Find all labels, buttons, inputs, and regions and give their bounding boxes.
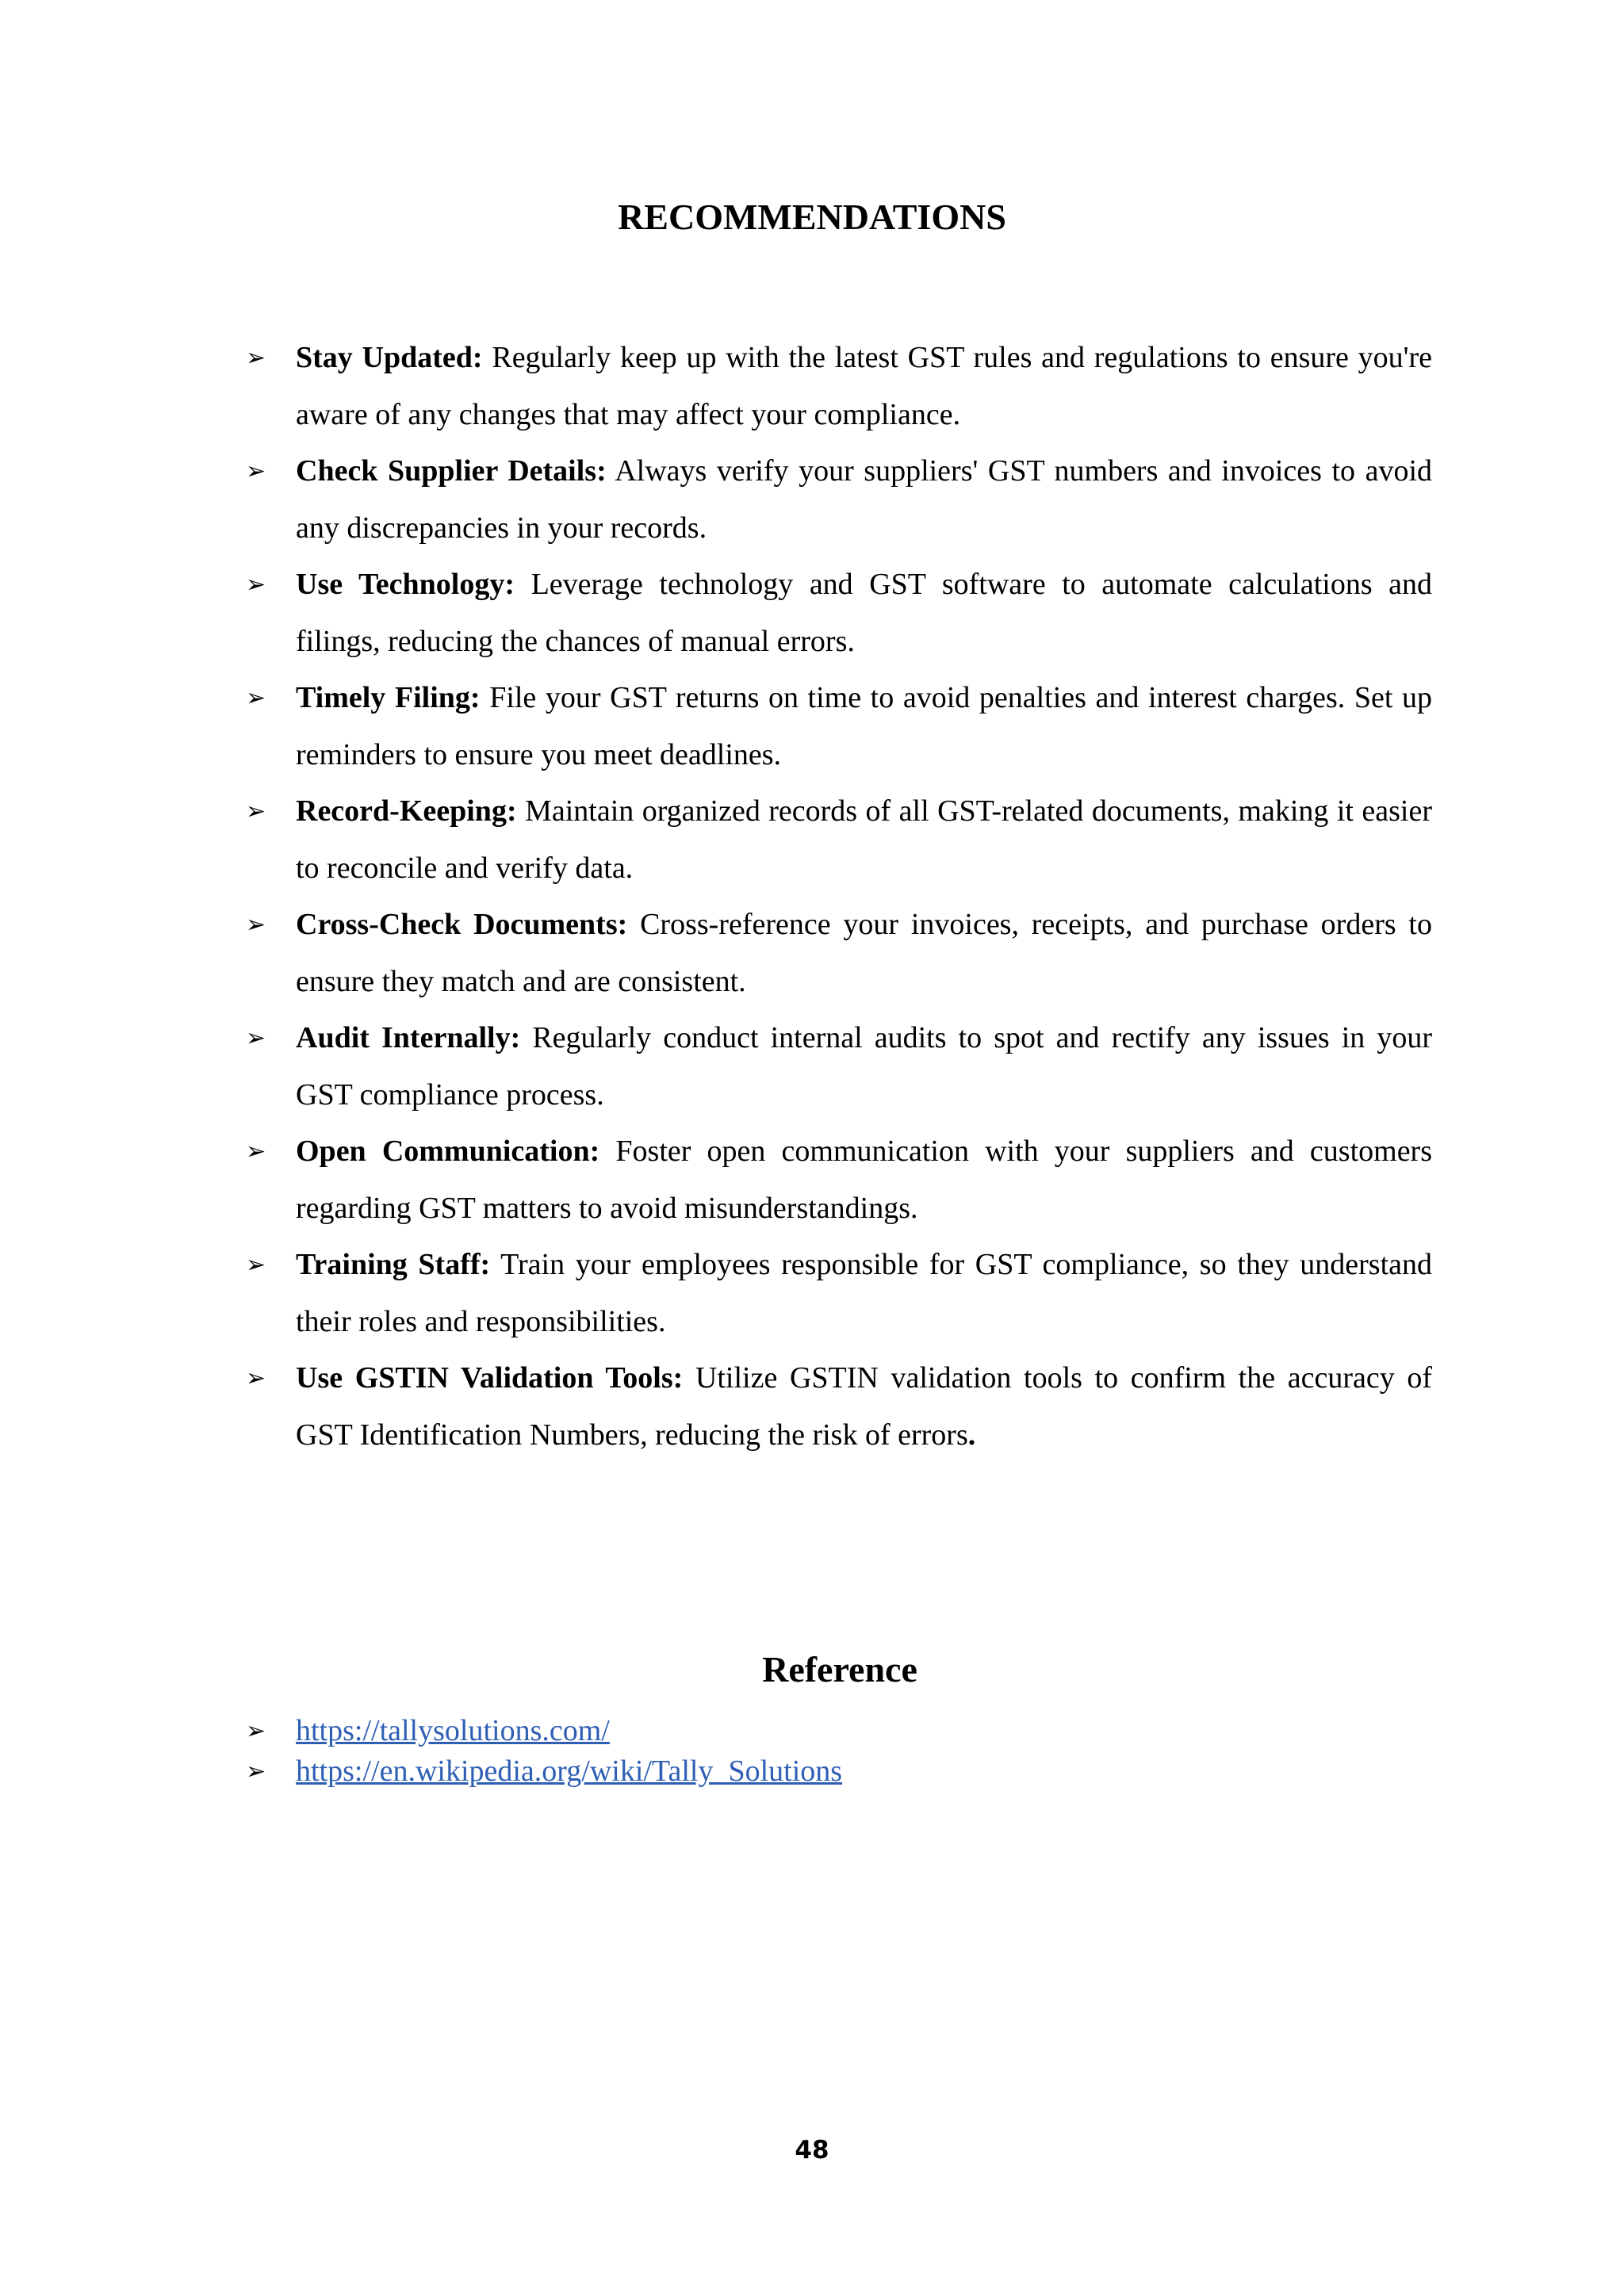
- list-item: [246, 897, 1432, 1010]
- list-item: [246, 443, 1432, 557]
- reference-link-wikipedia[interactable]: https://en.wikipedia.org/wiki/Tally_Solutions: [296, 1755, 843, 1788]
- arrowhead-bullet-icon: ➢: [246, 1138, 266, 1165]
- arrowhead-bullet-icon: ➢: [246, 344, 266, 372]
- recommendation-term: Use GSTIN Validation Tools:: [296, 1361, 684, 1395]
- arrowhead-bullet-icon: ➢: [246, 1758, 266, 1785]
- list-item: [246, 1711, 842, 1751]
- reference-heading: Reference: [762, 1649, 917, 1689]
- recommendation-term: Training Staff:: [296, 1248, 491, 1281]
- arrowhead-bullet-icon: ➢: [246, 1364, 266, 1392]
- list-item: [246, 1350, 1432, 1464]
- recommendations-list: [246, 330, 1432, 1464]
- recommendation-text: Always verify your suppliers' GST numbers and invoices to avoid any discrepancies in your records.: [296, 454, 1432, 545]
- recommendation-term: Timely Filing:: [296, 681, 481, 714]
- list-item: [246, 670, 1432, 783]
- reference-list: [246, 1711, 842, 1792]
- page-number: 48: [795, 2136, 829, 2164]
- trailing-period: .: [967, 1418, 976, 1452]
- recommendation-term: Check Supplier Details:: [296, 454, 607, 488]
- recommendation-text: Leverage technology and GST software to automate calculations and filings, reducing the chances of manual errors.: [296, 568, 1433, 658]
- recommendation-term: Use Technology:: [296, 568, 515, 601]
- list-item: [246, 1123, 1432, 1237]
- list-item: [246, 557, 1432, 670]
- recommendation-text: File your GST returns on time to avoid penalties and interest charges. Set up reminders to ensure you meet deadlines.: [296, 681, 1433, 771]
- list-item: [246, 330, 1432, 443]
- recommendation-text: Utilize GSTIN validation tools to confirm the accuracy of GST Identification Numbers, reducing the risk of errors: [296, 1361, 1432, 1452]
- list-item: [246, 783, 1432, 897]
- recommendation-term: Open Communication:: [296, 1135, 600, 1168]
- recommendation-text: Maintain organized records of all GST-related documents, making it easier to reconcile and verify data.: [296, 794, 1433, 885]
- arrowhead-bullet-icon: ➢: [246, 457, 266, 485]
- list-item: [246, 1010, 1432, 1123]
- recommendation-text: Train your employees responsible for GST compliance, so they understand their roles and responsibilities.: [296, 1248, 1432, 1338]
- arrowhead-bullet-icon: ➢: [246, 571, 266, 599]
- reference-link-tallysolutions[interactable]: https://tallysolutions.com/: [296, 1714, 610, 1747]
- arrowhead-bullet-icon: ➢: [246, 1024, 266, 1052]
- recommendation-text: Foster open communication with your suppliers and customers regarding GST matters to avoid misunderstandings.: [296, 1135, 1433, 1225]
- recommendation-term: Record-Keeping:: [296, 794, 517, 828]
- arrowhead-bullet-icon: ➢: [246, 1251, 266, 1279]
- arrowhead-bullet-icon: ➢: [246, 911, 266, 939]
- recommendation-text: Cross-reference your invoices, receipts, and purchase orders to ensure they match and are consistent.: [296, 908, 1432, 998]
- arrowhead-bullet-icon: ➢: [246, 684, 266, 712]
- arrowhead-bullet-icon: ➢: [246, 798, 266, 825]
- list-item: [246, 1751, 842, 1792]
- page-title: RECOMMENDATIONS: [618, 197, 1006, 237]
- arrowhead-bullet-icon: ➢: [246, 1717, 266, 1745]
- recommendation-text: Regularly keep up with the latest GST rules and regulations to ensure you're aware of any changes that may affect your compliance.: [296, 341, 1433, 431]
- recommendation-term: Stay Updated:: [296, 341, 483, 374]
- recommendation-text: Regularly conduct internal audits to spot and rectify any issues in your GST compliance process.: [296, 1021, 1432, 1112]
- list-item: [246, 1237, 1432, 1350]
- recommendation-term: Cross-Check Documents:: [296, 908, 628, 941]
- recommendation-term: Audit Internally:: [296, 1021, 521, 1054]
